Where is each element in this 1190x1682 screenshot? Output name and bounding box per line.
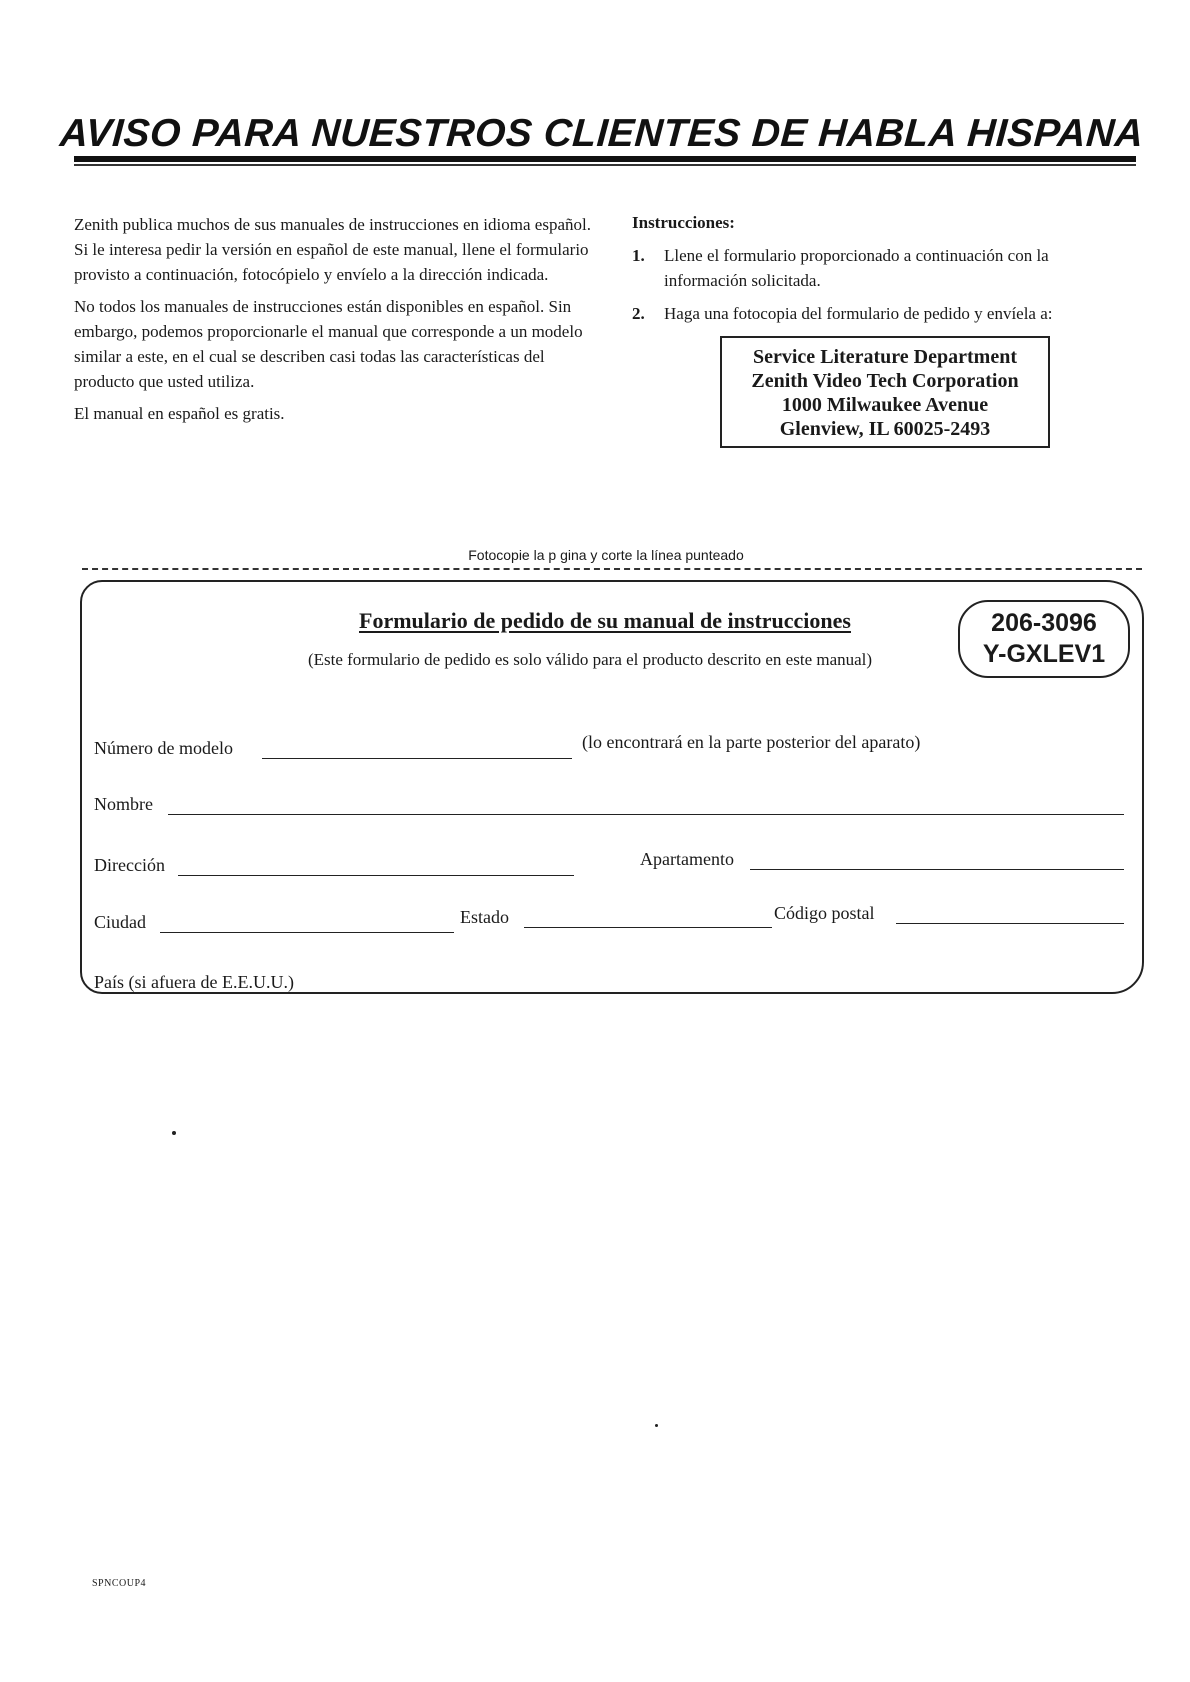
document-code: SPNCOUP4 <box>92 1578 147 1589</box>
instruction-item <box>632 301 1132 326</box>
order-form-title: Formulario de pedido de su manual de instrucciones <box>359 608 851 633</box>
scan-speck <box>172 1131 176 1135</box>
title-rule-thin <box>74 164 1136 166</box>
address-input[interactable] <box>178 875 574 876</box>
instruction-text: Haga una fotocopia del formulario de pedido y envíela a: <box>664 304 1053 323</box>
state-input[interactable] <box>524 927 772 928</box>
zip-code-label: Código postal <box>774 903 875 923</box>
zip-code-input[interactable] <box>896 923 1124 924</box>
part-number: 206-3096 <box>991 609 1097 637</box>
instruction-item <box>632 243 1132 293</box>
name-label: Nombre <box>94 794 153 814</box>
address-line: 1000 Milwaukee Avenue <box>781 394 989 416</box>
model-code: Y-GXLEV1 <box>982 640 1106 668</box>
apartment-input[interactable] <box>750 869 1124 870</box>
title-rule <box>74 156 1136 162</box>
city-input[interactable] <box>160 932 454 933</box>
name-input[interactable] <box>168 814 1124 815</box>
instructions-list <box>632 243 1132 326</box>
city-label: Ciudad <box>94 912 146 932</box>
instruction-number: 2. <box>632 304 645 323</box>
intro-paragraph: No todos los manuales de instrucciones están disponibles en español. Sin embargo, podemos proporcionarle el manual que corresponde a un modelo similar a este, en el cual se describen casi todas las características del producto que usted utiliza. <box>74 297 583 391</box>
order-form-subtitle: (Este formulario de pedido es solo válido para el producto descrito en este manual) <box>307 650 873 669</box>
instruction-number: 1. <box>632 246 645 265</box>
mailing-address-box <box>720 336 1050 448</box>
intro-paragraph: El manual en español es gratis. <box>74 404 285 423</box>
intro-paragraph: Zenith publica muchos de sus manuales de instrucciones en idioma español. Si le interesa pedir la versión en español de este manual, llene el formulario provisto a continuación, fotocópielo y envíelo a la dirección indicada. <box>74 215 591 284</box>
address-line: Service Literature Department <box>753 346 1017 368</box>
instructions-section <box>632 210 1132 334</box>
address-label: Dirección <box>94 855 165 875</box>
intro-text <box>74 212 594 433</box>
instructions-heading: Instrucciones: <box>632 213 735 232</box>
model-number-label: Número de modelo <box>94 738 233 758</box>
cut-dashed-line <box>82 568 1142 570</box>
instruction-text: Llene el formulario proporcionado a continuación con la información solicitada. <box>664 246 1049 290</box>
cut-line-caption: Fotocopie la p gina y corte la línea punteado <box>468 547 744 563</box>
state-label: Estado <box>460 907 509 927</box>
model-number-input[interactable] <box>262 758 572 759</box>
page-title: AVISO PARA NUESTROS CLIENTES DE HABLA HISPANA <box>58 112 1146 155</box>
scan-speck <box>655 1424 658 1427</box>
product-code-badge <box>958 600 1130 678</box>
model-number-note: (lo encontrará en la parte posterior del aparato) <box>582 732 921 752</box>
address-line: Zenith Video Tech Corporation <box>751 370 1019 392</box>
apartment-label: Apartamento <box>640 849 734 869</box>
address-line: Glenview, IL 60025-2493 <box>779 418 991 440</box>
country-label: País (si afuera de E.E.U.U.) <box>94 972 294 992</box>
